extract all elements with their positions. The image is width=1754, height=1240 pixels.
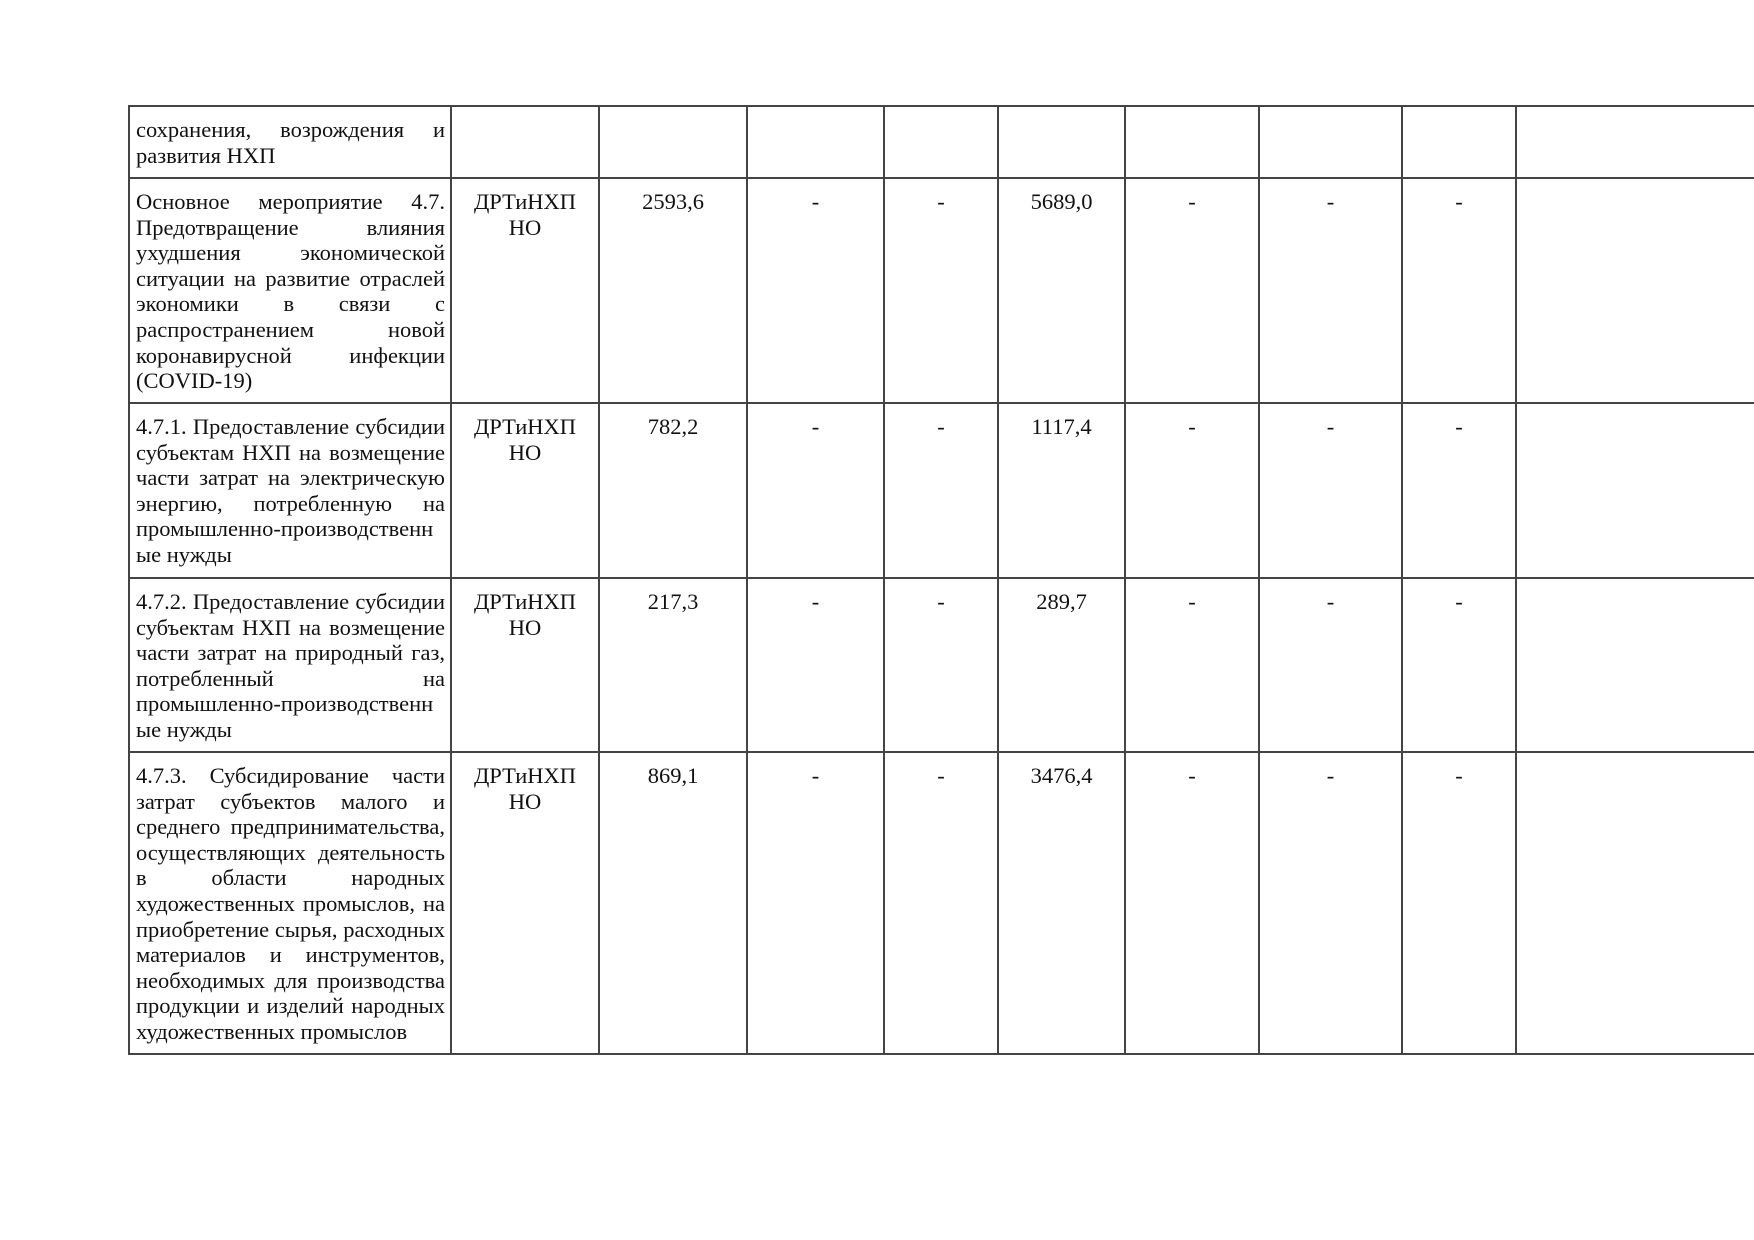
cell-value: 869,1 [599,752,747,1054]
cell-value: - [1125,178,1259,403]
description-line: потребленный на [136,665,445,691]
cell-value [1402,106,1516,178]
description-line: промышленно-производственн [136,516,434,542]
cell-executor [451,106,599,178]
description-line: промышленно-производственн [136,691,434,717]
description-line: распространением новой [136,316,445,342]
description-line: субъектам НХП на возмещение [136,614,445,640]
cell-value: 782,2 [599,403,747,578]
cell-value [1125,106,1259,178]
cell-value: - [1402,403,1516,578]
description-line: экономики в связи с [136,291,445,317]
table-row [129,578,1754,752]
cell-value: - [747,403,884,578]
description-line: в области народных [136,865,445,891]
description-line: художественных промыслов [136,1018,408,1044]
cell-value: - [1125,752,1259,1054]
description-line: необходимых для производства [136,967,445,993]
description-line: 4.7.1. Предоставление субсидии [136,414,445,439]
cell-value: - [1402,578,1516,752]
cell-value [1516,578,1754,752]
description-line: (COVID-19) [136,368,253,394]
description-line: ухудшения экономической [136,240,445,266]
executor-line: ДРТиНХП [473,414,577,439]
description-line: Основное мероприятие 4.7. [136,189,445,214]
description-line: 4.7.3. Субсидирование части [136,763,445,788]
cell-value [1516,403,1754,578]
cell-value: - [1259,578,1402,752]
description-line: развития НХП [136,142,276,168]
cell-value: - [884,752,998,1054]
cell-description [129,178,451,403]
description-line: части затрат на природный газ, [136,640,445,666]
cell-value [1516,752,1754,1054]
description-line: сохранения, возрождения и [136,117,445,142]
cell-executor [451,752,599,1054]
description-line: среднего предпринимательства, [136,814,445,840]
cell-description [129,106,451,178]
description-line: части затрат на электрическую [136,465,445,491]
cell-description [129,578,451,752]
executor-line: НО [508,439,542,465]
cell-value: 5689,0 [998,178,1125,403]
cell-value [599,106,747,178]
cell-value [1259,106,1402,178]
description-line: 4.7.2. Предоставление субсидии [136,589,445,614]
cell-value [747,106,884,178]
cell-value [998,106,1125,178]
description-line: материалов и инструментов, [136,942,445,968]
cell-executor [451,178,599,403]
cell-value [884,106,998,178]
budget-table [128,105,1754,1055]
description-line: художественных промыслов, на [136,890,445,916]
cell-value: 289,7 [998,578,1125,752]
cell-description [129,752,451,1054]
cell-value: - [884,178,998,403]
description-line: коронавирусной инфекции [136,342,445,368]
executor-line: ДРТиНХП [473,189,577,214]
description-line: продукции и изделий народных [136,993,445,1019]
cell-value [1516,106,1754,178]
executor-line: НО [508,214,542,240]
cell-value: - [747,578,884,752]
table-body [129,106,1754,1054]
cell-description [129,403,451,578]
description-line: приобретение сырья, расходных [136,916,445,942]
executor-line: ДРТиНХП [473,763,577,788]
description-line: ситуации на развитие отраслей [136,265,445,291]
cell-value: 1117,4 [998,403,1125,578]
cell-executor [451,578,599,752]
table-row [129,752,1754,1054]
cell-value: - [747,752,884,1054]
cell-executor [451,403,599,578]
description-line: ые нужды [136,541,232,567]
description-line: энергию, потребленную на [136,490,445,516]
executor-line: ДРТиНХП [473,589,577,614]
table-row [129,106,1754,178]
cell-value: - [1259,752,1402,1054]
cell-value: 3476,4 [998,752,1125,1054]
cell-value: - [1259,178,1402,403]
cell-value: - [1402,752,1516,1054]
cell-value [1516,178,1754,403]
executor-line: НО [508,614,542,640]
cell-value: - [884,578,998,752]
cell-value: 2593,6 [599,178,747,403]
description-line: осуществляющих деятельность [136,839,445,865]
cell-value: - [884,403,998,578]
table-row [129,403,1754,578]
cell-value: - [1125,578,1259,752]
cell-value: 217,3 [599,578,747,752]
description-line: ые нужды [136,716,232,742]
table-row [129,178,1754,403]
description-line: затрат субъектов малого и [136,788,445,814]
cell-value: - [1125,403,1259,578]
cell-value: - [747,178,884,403]
cell-value: - [1259,403,1402,578]
description-line: Предотвращение влияния [136,214,445,240]
executor-line: НО [508,788,542,814]
description-line: субъектам НХП на возмещение [136,439,445,465]
cell-value: - [1402,178,1516,403]
